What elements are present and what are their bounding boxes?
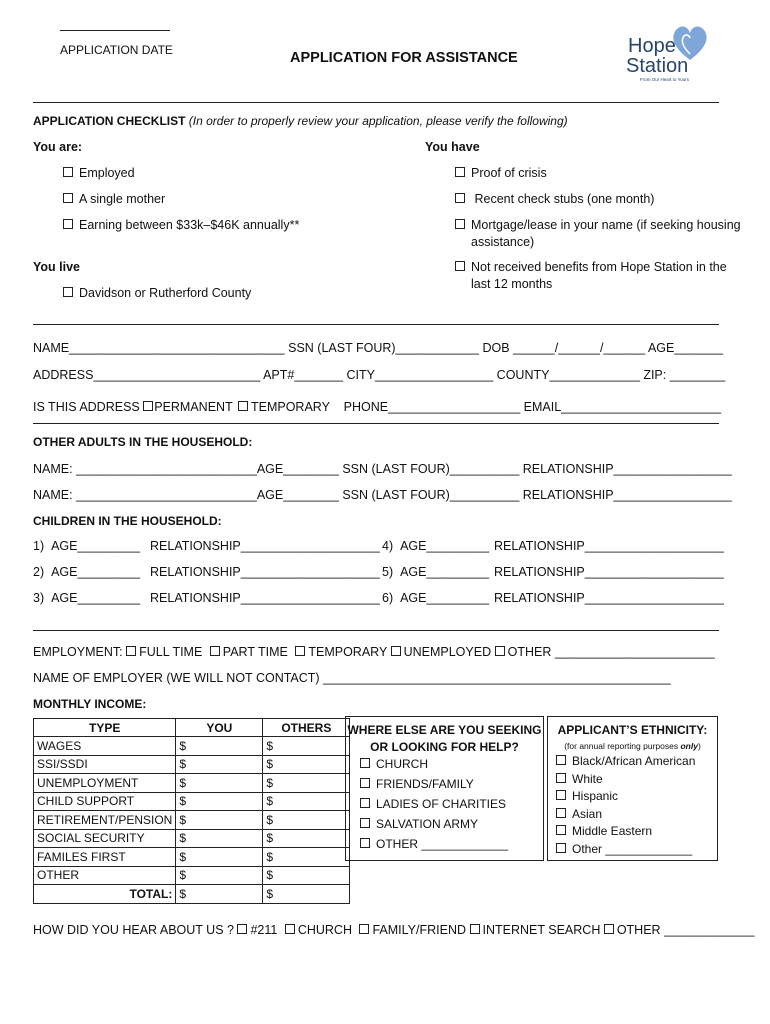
- checkbox-label: A single mother: [79, 192, 166, 206]
- income-you-cell[interactable]: $: [176, 737, 263, 756]
- child-relationship-field[interactable]: ____________________: [584, 539, 724, 553]
- child-age-label: AGE: [51, 591, 78, 605]
- seeking-item-other[interactable]: [360, 834, 543, 854]
- adult-relationship-label: RELATIONSHIP: [522, 462, 614, 476]
- checkbox-icon[interactable]: [556, 825, 566, 835]
- hear-option: #211: [250, 923, 278, 937]
- age-label: AGE: [647, 341, 675, 355]
- ethnicity-item-label: Hispanic: [572, 789, 619, 803]
- ethnicity-note-c: ): [697, 741, 701, 751]
- ethnicity-list: [556, 753, 717, 858]
- adult-age-label: AGE: [256, 488, 284, 502]
- income-type: RETIREMENT/PENSION: [34, 811, 176, 830]
- income-type: OTHER: [34, 866, 176, 885]
- checkbox-icon[interactable]: [360, 758, 370, 768]
- other-adult-row: [33, 488, 732, 502]
- income-header-type: TYPE: [34, 719, 176, 737]
- checkbox-not-received-cont: last 12 months: [471, 277, 553, 291]
- divider-applicant: [33, 423, 719, 424]
- seeking-item-label: LADIES OF CHARITIES: [376, 797, 507, 811]
- zip-label: ZIP:: [643, 368, 667, 382]
- applicant-row-3: [33, 400, 721, 414]
- you-live-label: You live: [33, 260, 81, 274]
- income-you-cell[interactable]: $: [176, 866, 263, 885]
- logo-line2: Station: [626, 55, 689, 77]
- seeking-title-2: OR LOOKING FOR HELP?: [370, 740, 519, 754]
- child-relationship-label: RELATIONSHIP: [494, 591, 585, 605]
- child-rel-2: [150, 565, 380, 579]
- checkbox-icon[interactable]: [556, 755, 566, 765]
- checkbox-icon[interactable]: [470, 924, 480, 934]
- adult-name-label: NAME:: [33, 462, 73, 476]
- income-others-cell[interactable]: $: [263, 755, 350, 774]
- child-row-1: [33, 539, 140, 553]
- employer-field[interactable]: __________________________________________________: [323, 671, 671, 685]
- child-relationship-field[interactable]: ____________________: [240, 565, 380, 579]
- ssn-label: SSN (LAST FOUR): [288, 341, 396, 355]
- employer-row: [33, 671, 671, 685]
- checkbox-icon[interactable]: [455, 219, 465, 229]
- income-header-others: OTHERS: [263, 719, 350, 737]
- checkbox-county[interactable]: [63, 286, 251, 300]
- table-row: [34, 737, 350, 756]
- hear-option: CHURCH: [297, 923, 352, 937]
- other-adult-row: [33, 462, 732, 476]
- ssn-field[interactable]: ____________: [395, 341, 479, 355]
- seeking-item-label: CHURCH: [376, 757, 428, 771]
- employment-option: OTHER: [507, 645, 552, 659]
- income-total-row: [34, 885, 350, 904]
- checklist-heading: [33, 114, 568, 128]
- adult-ssn-field[interactable]: __________: [449, 488, 520, 502]
- name-label: NAME: [33, 341, 70, 355]
- checkbox-icon[interactable]: [360, 838, 370, 848]
- checkbox-icon[interactable]: [455, 193, 465, 203]
- income-others-cell[interactable]: $: [263, 792, 350, 811]
- county-label: COUNTY: [496, 368, 550, 382]
- seeking-item-label: OTHER: [376, 837, 418, 851]
- logo-tagline: From Our Heart to Yours: [640, 77, 690, 82]
- checklist-note: (In order to properly review your application, please verify the following): [188, 114, 568, 128]
- child-age-label: AGE: [51, 565, 78, 579]
- table-row: [34, 866, 350, 885]
- seeking-other-field[interactable]: _____________: [421, 837, 509, 851]
- checkbox-mortgage-cont: assistance): [471, 235, 535, 249]
- table-row: [34, 848, 350, 867]
- temporary-label: TEMPORARY: [250, 400, 330, 414]
- income-you-cell[interactable]: $: [176, 811, 263, 830]
- child-age-field[interactable]: _________: [426, 591, 490, 605]
- employment-label: EMPLOYMENT:: [33, 645, 123, 659]
- adult-name-field[interactable]: __________________________: [76, 462, 257, 476]
- checkbox-icon[interactable]: [63, 193, 73, 203]
- child-relationship-label: RELATIONSHIP: [494, 565, 585, 579]
- checkbox-check-stubs[interactable]: [455, 192, 654, 206]
- income-type: SSI/SSDI: [34, 755, 176, 774]
- ethnicity-note-b: only: [680, 741, 698, 751]
- adult-relationship-field[interactable]: _________________: [613, 462, 732, 476]
- child-age-field[interactable]: _________: [426, 565, 490, 579]
- you-have-label: You have: [425, 140, 480, 154]
- city-label: CITY: [346, 368, 375, 382]
- checkbox-label: Mortgage/lease in your name (if seeking housing: [471, 218, 741, 232]
- adult-age-field[interactable]: ________: [283, 488, 339, 502]
- employment-row: [33, 645, 715, 659]
- child-relationship-label: RELATIONSHIP: [494, 539, 585, 553]
- child-age-field[interactable]: _________: [426, 539, 490, 553]
- adult-relationship-field[interactable]: _________________: [613, 488, 732, 502]
- seeking-item-label: SALVATION ARMY: [376, 817, 479, 831]
- child-age-field[interactable]: _________: [77, 539, 141, 553]
- child-row-6: [382, 591, 489, 605]
- income-others-cell[interactable]: $: [263, 829, 350, 848]
- child-num: 5): [382, 565, 394, 579]
- children-title: CHILDREN IN THE HOUSEHOLD:: [33, 514, 222, 528]
- checkbox-icon[interactable]: [237, 924, 247, 934]
- child-num: 1): [33, 539, 45, 553]
- ethnicity-other-field[interactable]: _____________: [605, 841, 693, 856]
- checkbox-icon[interactable]: [556, 790, 566, 800]
- child-row-3: [33, 591, 140, 605]
- checkbox-icon[interactable]: [360, 818, 370, 828]
- child-num: 4): [382, 539, 394, 553]
- city-field[interactable]: _________________: [375, 368, 494, 382]
- adult-name-field[interactable]: __________________________: [76, 488, 257, 502]
- hear-other-field[interactable]: _____________: [664, 923, 755, 937]
- adult-age-field[interactable]: ________: [283, 462, 339, 476]
- divider-checklist: [33, 324, 719, 325]
- child-num: 3): [33, 591, 45, 605]
- child-relationship-label: RELATIONSHIP: [150, 565, 241, 579]
- table-row: [34, 811, 350, 830]
- you-are-label: You are:: [33, 140, 83, 154]
- child-rel-6: [494, 591, 724, 605]
- hope-station-logo: [622, 24, 712, 86]
- child-rel-5: [494, 565, 724, 579]
- temporary-checkbox-icon[interactable]: [238, 401, 248, 411]
- permanent-label: PERMANENT: [154, 400, 233, 414]
- hear-option: INTERNET SEARCH: [482, 923, 601, 937]
- child-num: 6): [382, 591, 394, 605]
- application-date-line[interactable]: [60, 30, 170, 31]
- zip-field[interactable]: ________: [669, 368, 726, 382]
- ethnicity-title: APPLICANT’S ETHNICITY:: [557, 723, 708, 737]
- income-others-cell[interactable]: $: [263, 774, 350, 793]
- apt-label: APT#: [263, 368, 295, 382]
- application-date-label: APPLICATION DATE: [60, 43, 173, 57]
- monthly-income-title: MONTHLY INCOME:: [33, 697, 147, 711]
- child-age-label: AGE: [400, 565, 427, 579]
- checkbox-single-mother[interactable]: [63, 192, 165, 206]
- child-relationship-label: RELATIONSHIP: [150, 591, 241, 605]
- adult-age-label: AGE: [256, 462, 284, 476]
- checkbox-icon[interactable]: [455, 261, 465, 271]
- income-others-total[interactable]: $: [263, 885, 350, 904]
- income-table: [33, 718, 350, 904]
- table-row: [34, 792, 350, 811]
- ethnicity-item-label: Asian: [572, 806, 603, 821]
- child-age-field[interactable]: _________: [77, 565, 141, 579]
- ethnicity-item-hispanic[interactable]: [556, 788, 717, 806]
- income-total-label: TOTAL:: [34, 885, 176, 904]
- divider-children: [33, 630, 719, 631]
- checkbox-not-received[interactable]: [455, 260, 727, 274]
- child-rel-4: [494, 539, 724, 553]
- address-type-label: IS THIS ADDRESS: [33, 400, 140, 414]
- adult-name-label: NAME:: [33, 488, 73, 502]
- employer-label: NAME OF EMPLOYER (WE WILL NOT CONTACT): [33, 671, 320, 685]
- checkbox-label: Not received benefits from Hope Station in the: [471, 260, 727, 274]
- checkbox-icon[interactable]: [360, 798, 370, 808]
- checkbox-employed[interactable]: [63, 166, 135, 180]
- income-others-cell[interactable]: $: [263, 811, 350, 830]
- age-field[interactable]: _______: [674, 341, 724, 355]
- income-you-cell[interactable]: $: [176, 792, 263, 811]
- checkbox-icon[interactable]: [295, 646, 305, 656]
- checkbox-icon[interactable]: [556, 843, 566, 853]
- employment-option: PART TIME: [222, 645, 288, 659]
- ethnicity-box: [547, 716, 718, 861]
- ethnicity-item-label: White: [572, 771, 603, 786]
- seeking-item-friends[interactable]: [360, 774, 543, 794]
- child-age-label: AGE: [400, 539, 427, 553]
- income-others-cell[interactable]: $: [263, 848, 350, 867]
- child-row-4: [382, 539, 489, 553]
- checkbox-icon[interactable]: [360, 778, 370, 788]
- seeking-help-box: [345, 716, 544, 861]
- phone-field[interactable]: ___________________: [388, 400, 521, 414]
- child-age-label: AGE: [400, 591, 427, 605]
- hear-about-label: HOW DID YOU HEAR ABOUT US ?: [33, 923, 234, 937]
- income-others-cell[interactable]: $: [263, 737, 350, 756]
- child-relationship-field[interactable]: ____________________: [584, 591, 724, 605]
- checkbox-icon[interactable]: [63, 167, 73, 177]
- income-type: WAGES: [34, 737, 176, 756]
- other-adults-title: OTHER ADULTS IN THE HOUSEHOLD:: [33, 435, 253, 449]
- address-label: ADDRESS: [33, 368, 94, 382]
- ethnicity-item-label: Other: [572, 841, 603, 856]
- checkbox-icon[interactable]: [495, 646, 505, 656]
- checkbox-icon[interactable]: [210, 646, 220, 656]
- income-you-cell[interactable]: $: [176, 774, 263, 793]
- checkbox-proof-of-crisis[interactable]: [455, 166, 547, 180]
- checkbox-icon[interactable]: [359, 924, 369, 934]
- ethnicity-item-other[interactable]: [556, 841, 717, 859]
- apt-field[interactable]: _______: [294, 368, 344, 382]
- checkbox-label: Recent check stubs (one month): [474, 192, 655, 206]
- applicant-row-2: [33, 368, 725, 382]
- child-row-5: [382, 565, 489, 579]
- child-num: 2): [33, 565, 45, 579]
- checkbox-icon[interactable]: [285, 924, 295, 934]
- dob-label: DOB: [482, 341, 510, 355]
- ethnicity-item-middle-eastern[interactable]: [556, 823, 717, 841]
- child-relationship-field[interactable]: ____________________: [240, 539, 380, 553]
- child-relationship-field[interactable]: ____________________: [240, 591, 380, 605]
- checkbox-icon[interactable]: [126, 646, 136, 656]
- checkbox-icon[interactable]: [604, 924, 614, 934]
- checkbox-label: Earning between $33k–$46K annually**: [79, 218, 300, 232]
- employment-option: TEMPORARY: [308, 645, 388, 659]
- seeking-item-ladies[interactable]: [360, 794, 543, 814]
- seeking-item-label: FRIENDS/FAMILY: [376, 777, 474, 791]
- child-relationship-label: RELATIONSHIP: [150, 539, 241, 553]
- checkbox-earning[interactable]: [63, 218, 299, 232]
- email-field[interactable]: _______________________: [561, 400, 722, 414]
- hear-about-row: [33, 923, 754, 937]
- income-type: CHILD SUPPORT: [34, 792, 176, 811]
- checkbox-icon[interactable]: [556, 773, 566, 783]
- phone-label: PHONE: [343, 400, 389, 414]
- checkbox-icon[interactable]: [556, 808, 566, 818]
- address-field[interactable]: ________________________: [93, 368, 261, 382]
- income-header-row: [34, 719, 350, 737]
- logo-line1: Hope: [628, 35, 676, 57]
- ethnicity-item-asian[interactable]: [556, 806, 717, 824]
- income-you-cell[interactable]: $: [176, 755, 263, 774]
- ethnicity-note: [548, 741, 717, 751]
- income-you-cell[interactable]: $: [176, 848, 263, 867]
- income-type: FAMILES FIRST: [34, 848, 176, 867]
- seeking-item-salvation[interactable]: [360, 814, 543, 834]
- income-others-cell[interactable]: $: [263, 866, 350, 885]
- employment-other-field[interactable]: _______________________: [554, 645, 715, 659]
- dob-field[interactable]: ______/______/______: [513, 341, 646, 355]
- page-title: APPLICATION FOR ASSISTANCE: [290, 50, 518, 66]
- adult-ssn-label: SSN (LAST FOUR): [342, 488, 450, 502]
- ethnicity-item-label: Middle Eastern: [572, 824, 653, 838]
- checkbox-icon[interactable]: [63, 287, 73, 297]
- adult-ssn-field[interactable]: __________: [449, 462, 520, 476]
- checklist-title: APPLICATION CHECKLIST: [33, 114, 186, 128]
- table-row: [34, 774, 350, 793]
- checkbox-label: Employed: [79, 166, 135, 180]
- ethnicity-item-black[interactable]: [556, 753, 717, 771]
- applicant-row-1: [33, 341, 723, 355]
- employment-option: UNEMPLOYED: [403, 645, 492, 659]
- child-row-2: [33, 565, 140, 579]
- divider-header: [33, 102, 719, 103]
- income-type: SOCIAL SECURITY: [34, 829, 176, 848]
- name-field[interactable]: _______________________________: [69, 341, 285, 355]
- checkbox-icon[interactable]: [63, 219, 73, 229]
- ethnicity-item-label: Black/African American: [572, 754, 696, 768]
- county-field[interactable]: _____________: [549, 368, 640, 382]
- adult-relationship-label: RELATIONSHIP: [522, 488, 614, 502]
- child-age-field[interactable]: _________: [77, 591, 141, 605]
- child-rel-3: [150, 591, 380, 605]
- table-row: [34, 829, 350, 848]
- employment-option: FULL TIME: [139, 645, 203, 659]
- email-label: EMAIL: [523, 400, 562, 414]
- child-age-label: AGE: [51, 539, 78, 553]
- permanent-checkbox-icon[interactable]: [143, 401, 153, 411]
- seeking-item-church[interactable]: [360, 754, 543, 774]
- checkbox-mortgage[interactable]: [455, 218, 741, 232]
- child-relationship-field[interactable]: ____________________: [584, 565, 724, 579]
- adult-ssn-label: SSN (LAST FOUR): [342, 462, 450, 476]
- hear-option: OTHER: [616, 923, 661, 937]
- checkbox-icon[interactable]: [391, 646, 401, 656]
- checkbox-label: Davidson or Rutherford County: [79, 286, 252, 300]
- table-row: [34, 755, 350, 774]
- child-rel-1: [150, 539, 380, 553]
- hear-option: FAMILY/FRIEND: [372, 923, 467, 937]
- income-you-cell[interactable]: $: [176, 829, 263, 848]
- ethnicity-note-a: (for annual reporting purposes: [564, 741, 681, 751]
- seeking-title-1: WHERE ELSE ARE YOU SEEKING: [347, 723, 542, 737]
- checkbox-icon[interactable]: [455, 167, 465, 177]
- income-you-total[interactable]: $: [176, 885, 263, 904]
- income-type: UNEMPLOYMENT: [34, 774, 176, 793]
- income-header-you: YOU: [176, 719, 263, 737]
- checkbox-label: Proof of crisis: [471, 166, 547, 180]
- ethnicity-item-white[interactable]: [556, 771, 717, 789]
